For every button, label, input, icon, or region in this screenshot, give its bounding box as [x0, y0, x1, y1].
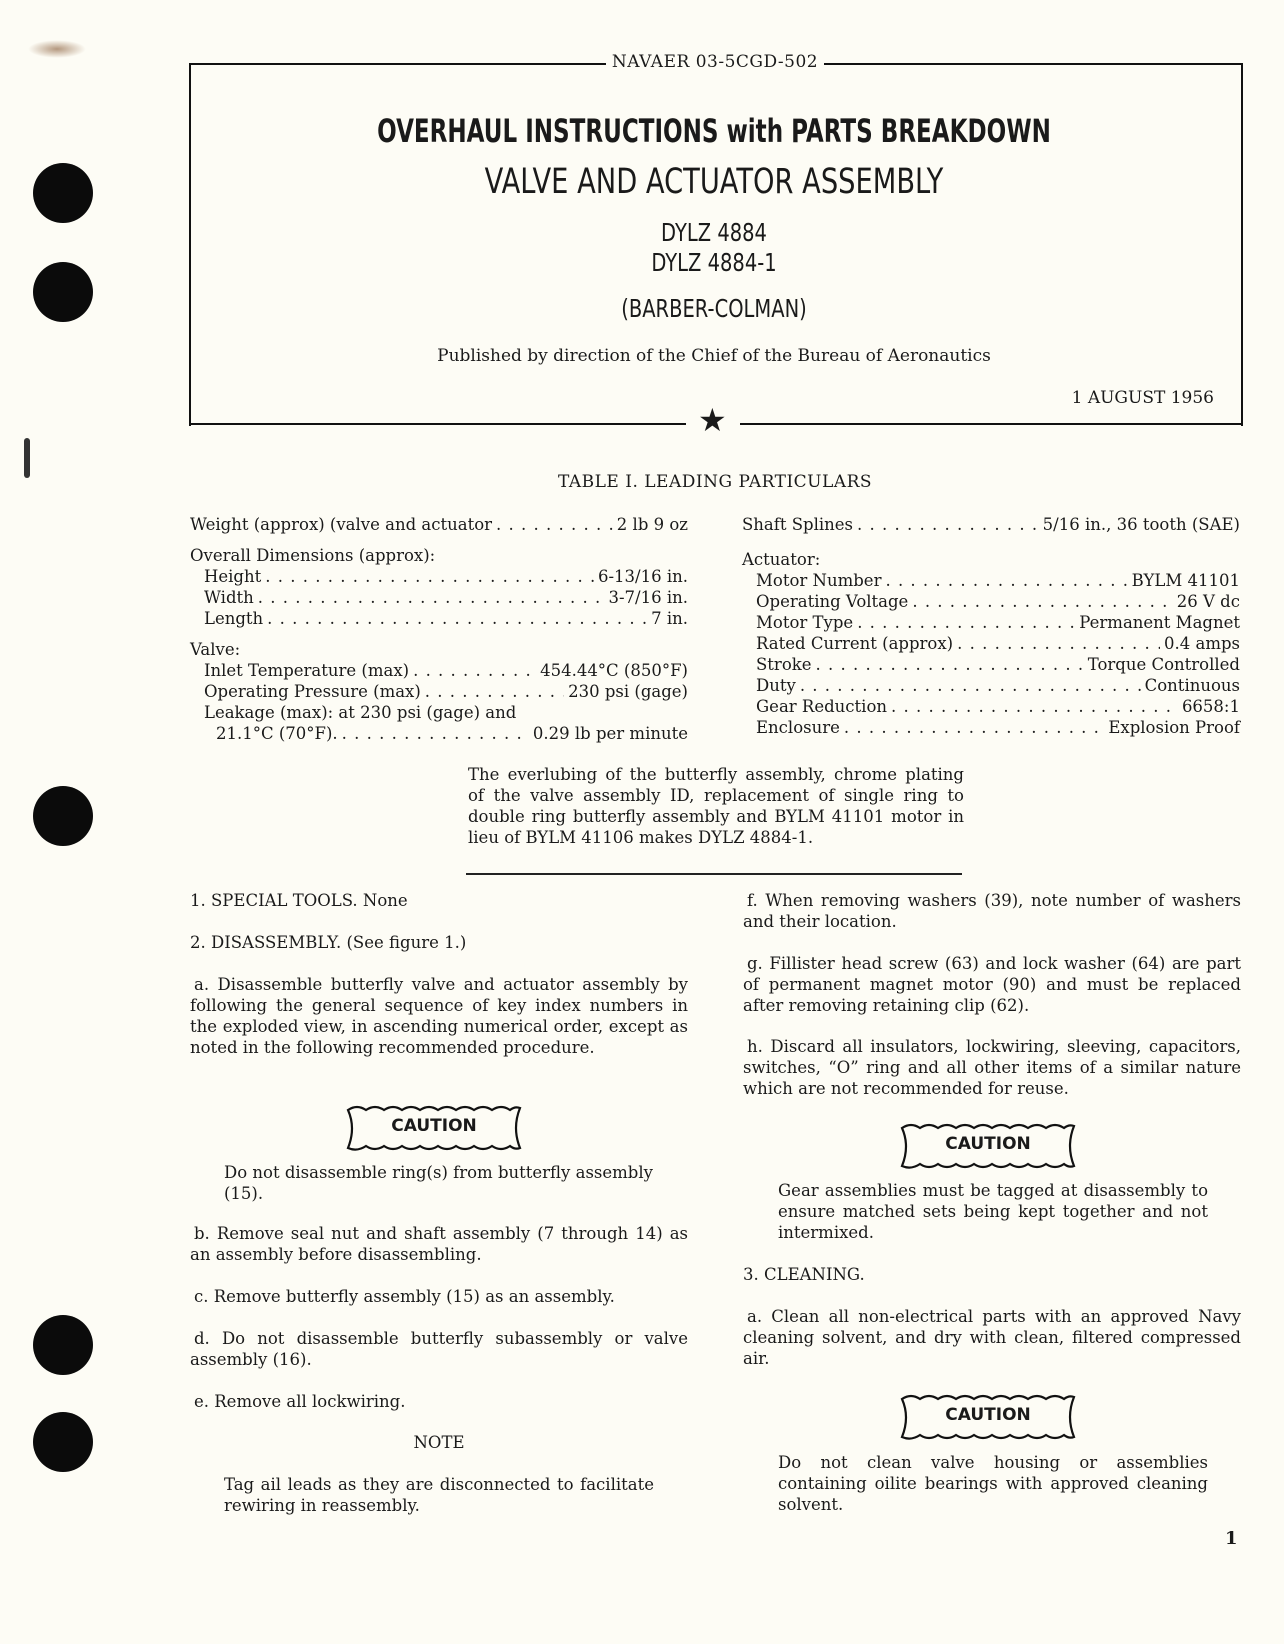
cleaning-step-a: a. Clean all non-electrical parts with an approved Navy cleaning solvent, and dry with clean, filtered compressed air. — [743, 1307, 1241, 1368]
particular-row: 21.1°C (70°F). . . . 0.29 lb per minute — [190, 723, 688, 744]
section-heading-cleaning: 3. CLEANING. — [743, 1265, 865, 1284]
particular-row: Operating Voltage . . . 26 V dc — [742, 591, 1240, 612]
table-title: TABLE I. LEADING PARTICULARS — [557, 472, 873, 492]
particulars-left — [190, 514, 688, 744]
divider — [740, 423, 1241, 425]
binder-hole — [33, 262, 93, 322]
step-f: f. When removing washers (39), note number of washers and their location. — [743, 891, 1241, 931]
caution-text: Do not disassemble ring(s) from butterfly assembly (15). — [224, 1163, 653, 1203]
particular-row: Operating Pressure (max) . . . 230 psi (gage) — [190, 681, 688, 702]
model-number: DYLZ 4884-1 — [651, 248, 777, 277]
caution-text: Do not clean valve housing or assemblies containing oilite bearings with approved cleaning solvent. — [778, 1453, 1208, 1514]
star-icon: ★ — [698, 401, 727, 439]
particular-text: Leakage (max): at 230 psi (gage) and — [204, 703, 517, 722]
section-heading-disassembly: 2. DISASSEMBLY. (See figure 1.) — [190, 933, 467, 952]
published-by: Published by direction of the Chief of the Bureau of Aeronautics — [437, 346, 991, 366]
doc-number: NAVAER 03-5CGD-502 — [0, 52, 1284, 72]
particular-row: Weight (approx) (valve and actuator . . . 2 lb 9 oz — [190, 514, 688, 535]
particular-row: Length . . . 7 in. — [190, 608, 688, 629]
caution-text: Gear assemblies must be tagged at disassembly to ensure matched sets being kept together and not intermixed. — [778, 1181, 1208, 1242]
particular-row: Rated Current (approx) . . . 0.4 amps — [742, 633, 1240, 654]
binder-hole — [33, 1315, 93, 1375]
particular-row: Motor Number . . . BYLM 41101 — [742, 570, 1240, 591]
model-numbers — [305, 218, 1124, 278]
binder-hole — [33, 786, 93, 846]
section-heading: Valve: — [190, 640, 241, 659]
page-subtitle: VALVE AND ACTUATOR ASSEMBLY — [484, 162, 944, 202]
caution-banner: CAUTION — [898, 1393, 1078, 1441]
particular-row: Duty . . . Continuous — [742, 675, 1240, 696]
table-footnote: The everlubing of the butterfly assembly, chrome plating of the valve assembly ID, replacement of single ring to double ring butterfly assembly and BYLM 41101 motor in lieu of BYLM 41106 makes DYLZ 4884-1. — [468, 765, 964, 847]
divider — [466, 873, 962, 875]
step-b: b. Remove seal nut and shaft assembly (7 through 14) as an assembly before disassembling. — [190, 1224, 688, 1264]
step-a: a. Disassemble butterfly valve and actuator assembly by following the general sequence of key index numbers in the exploded view, in ascending numerical order, except as noted in the following recommended procedure. — [190, 975, 688, 1057]
model-number: DYLZ 4884 — [661, 218, 767, 247]
binder-hole — [33, 163, 93, 223]
divider — [189, 423, 686, 425]
particular-row: Motor Type . . . Permanent Magnet — [742, 612, 1240, 633]
particular-row: Shaft Splines . . . 5/16 in., 36 tooth (SAE) — [742, 514, 1240, 535]
page-title: OVERHAUL INSTRUCTIONS with PARTS BREAKDOWN — [377, 112, 1051, 150]
step-e: e. Remove all lockwiring. — [194, 1392, 406, 1411]
step-d: d. Do not disassemble butterfly subassembly or valve assembly (16). — [190, 1329, 688, 1369]
note-heading: NOTE — [413, 1433, 465, 1452]
particulars-right — [742, 514, 1240, 738]
binder-hole — [33, 1412, 93, 1472]
section-heading-special-tools: 1. SPECIAL TOOLS. None — [190, 891, 408, 910]
step-g: g. Fillister head screw (63) and lock washer (64) are part of permanent magnet motor (90) and must be replaced after removing retaining clip (62). — [743, 954, 1241, 1015]
particular-row: Inlet Temperature (max) . . . 454.44°C (850°F) — [190, 660, 688, 681]
publication-date: 1 AUGUST 1956 — [1071, 388, 1214, 408]
page-number: 1 — [1225, 1528, 1238, 1549]
manufacturer: (BARBER-COLMAN) — [621, 294, 807, 323]
particular-row: Height . . . 6-13/16 in. — [190, 566, 688, 587]
step-c: c. Remove butterfly assembly (15) as an assembly. — [194, 1287, 615, 1306]
particular-row: Enclosure . . . Explosion Proof — [742, 717, 1240, 738]
caution-banner: CAUTION — [898, 1122, 1078, 1170]
section-heading: Overall Dimensions (approx): — [190, 546, 436, 565]
caution-banner: CAUTION — [344, 1104, 524, 1152]
section-heading: Actuator: — [742, 550, 821, 569]
note-text: Tag ail leads as they are disconnected to facilitate rewiring in reassembly. — [224, 1475, 654, 1515]
particular-row: Gear Reduction . . . 6658:1 — [742, 696, 1240, 717]
particular-row: Stroke . . . Torque Controlled — [742, 654, 1240, 675]
step-h: h. Discard all insulators, lockwiring, sleeving, capacitors, switches, “O” ring and all other items of a similar nature which are not recommended for reuse. — [743, 1037, 1241, 1098]
particular-row: Width . . . 3-7/16 in. — [190, 587, 688, 608]
